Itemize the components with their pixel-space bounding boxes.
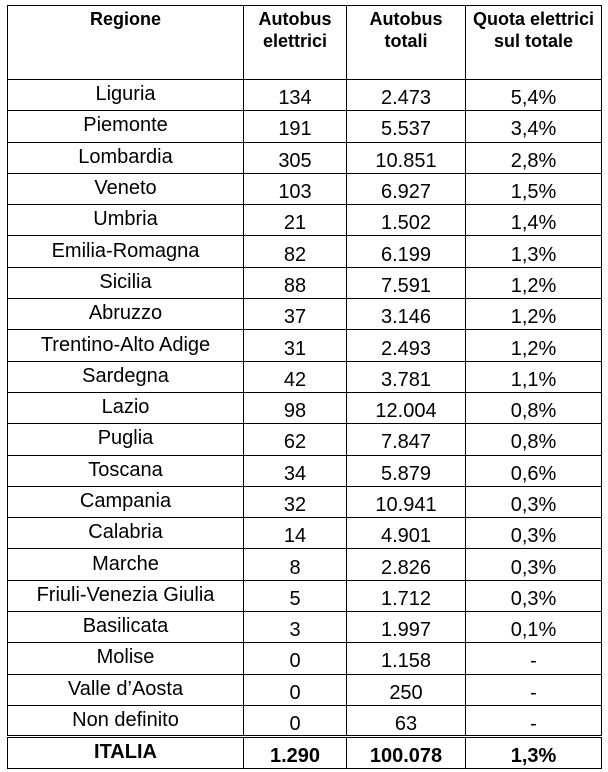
region-cell: Sicilia [8,267,244,298]
table-row [8,267,602,298]
region-cell: Umbria [8,205,244,236]
table-row [8,549,602,580]
table-row [8,392,602,423]
electric-share-cell: 0,3% [466,518,602,549]
total-buses-cell: 1.502 [347,205,466,236]
region-cell: Sardegna [8,361,244,392]
total-buses-cell: 5.879 [347,455,466,486]
region-cell: Piemonte [8,111,244,142]
electric-share-cell: - [466,674,602,705]
electric-share-cell: - [466,705,602,736]
region-cell: Toscana [8,455,244,486]
total-buses-cell: 1.712 [347,580,466,611]
table-row [8,612,602,643]
table-row [8,173,602,204]
table-row [8,330,602,361]
electric-buses-cell: 3 [244,612,347,643]
total-electric-cell: 1.290 [244,737,347,768]
electric-buses-cell: 32 [244,486,347,517]
total-buses-cell: 1.997 [347,612,466,643]
total-buses-cell: 12.004 [347,392,466,423]
region-cell: Veneto [8,173,244,204]
total-buses-cell: 2.473 [347,80,466,111]
electric-share-cell: 1,2% [466,267,602,298]
table-row [8,705,602,736]
electric-bus-table [7,5,602,769]
region-cell: Lombardia [8,142,244,173]
electric-share-cell: 0,3% [466,486,602,517]
total-buses-cell: 10.851 [347,142,466,173]
header-electric-buses: Autobus elettrici [244,6,347,80]
electric-buses-cell: 0 [244,674,347,705]
region-cell: Calabria [8,518,244,549]
electric-buses-cell: 42 [244,361,347,392]
region-cell: Campania [8,486,244,517]
electric-buses-cell: 134 [244,80,347,111]
header-region: Regione [8,6,244,80]
total-row [8,737,602,768]
table-row [8,205,602,236]
total-buses-cell: 6.927 [347,173,466,204]
region-cell: Emilia-Romagna [8,236,244,267]
electric-share-cell: 1,2% [466,330,602,361]
region-cell: Trentino-Alto Adige [8,330,244,361]
total-buses-cell: 250 [347,674,466,705]
total-buses-cell: 7.591 [347,267,466,298]
electric-share-cell: 1,5% [466,173,602,204]
electric-share-cell: 1,4% [466,205,602,236]
table-row [8,643,602,674]
electric-share-cell: 0,1% [466,612,602,643]
electric-share-cell: 3,4% [466,111,602,142]
electric-share-cell: 0,8% [466,392,602,423]
total-buses-cell: 5.537 [347,111,466,142]
electric-share-cell: 1,3% [466,236,602,267]
region-cell: Puglia [8,424,244,455]
electric-share-cell: 2,8% [466,142,602,173]
electric-buses-cell: 82 [244,236,347,267]
table-row [8,674,602,705]
total-share-cell: 1,3% [466,737,602,768]
electric-buses-cell: 98 [244,392,347,423]
total-buses-cell: 1.158 [347,643,466,674]
total-buses-cell: 63 [347,705,466,736]
total-region-cell: ITALIA [8,737,244,768]
electric-share-cell: 5,4% [466,80,602,111]
region-cell: Molise [8,643,244,674]
region-cell: Friuli-Venezia Giulia [8,580,244,611]
electric-buses-cell: 5 [244,580,347,611]
electric-share-cell: 1,1% [466,361,602,392]
electric-buses-cell: 37 [244,299,347,330]
region-cell: Lazio [8,392,244,423]
total-buses-cell: 4.901 [347,518,466,549]
electric-share-cell: 1,2% [466,299,602,330]
electric-buses-cell: 62 [244,424,347,455]
total-buses-cell: 10.941 [347,486,466,517]
region-cell: Marche [8,549,244,580]
region-cell: Valle d’Aosta [8,674,244,705]
table-row [8,142,602,173]
electric-buses-cell: 34 [244,455,347,486]
region-cell: Liguria [8,80,244,111]
electric-buses-cell: 0 [244,705,347,736]
total-buses-cell: 100.078 [347,737,466,768]
table-row [8,518,602,549]
table-row [8,424,602,455]
header-electric-share: Quota elettrici sul totale [466,6,602,80]
electric-buses-cell: 191 [244,111,347,142]
header-row [8,6,602,80]
electric-buses-cell: 14 [244,518,347,549]
table-row [8,486,602,517]
electric-share-cell: 0,3% [466,580,602,611]
region-cell: Non definito [8,705,244,736]
electric-share-cell: 0,3% [466,549,602,580]
table-row [8,455,602,486]
electric-buses-cell: 31 [244,330,347,361]
electric-buses-cell: 103 [244,173,347,204]
electric-buses-cell: 0 [244,643,347,674]
electric-share-cell: - [466,643,602,674]
table-row [8,299,602,330]
electric-share-cell: 0,6% [466,455,602,486]
header-total-buses: Autobus totali [347,6,466,80]
total-buses-cell: 3.781 [347,361,466,392]
total-buses-cell: 6.199 [347,236,466,267]
region-cell: Abruzzo [8,299,244,330]
total-buses-cell: 2.826 [347,549,466,580]
electric-buses-cell: 305 [244,142,347,173]
table-row [8,111,602,142]
electric-share-cell: 0,8% [466,424,602,455]
table-row [8,236,602,267]
total-buses-cell: 2.493 [347,330,466,361]
total-buses-cell: 3.146 [347,299,466,330]
table-row [8,580,602,611]
electric-buses-cell: 21 [244,205,347,236]
table-row [8,361,602,392]
region-cell: Basilicata [8,612,244,643]
electric-buses-cell: 88 [244,267,347,298]
table-body [8,80,602,737]
table-row [8,80,602,111]
total-buses-cell: 7.847 [347,424,466,455]
electric-buses-cell: 8 [244,549,347,580]
